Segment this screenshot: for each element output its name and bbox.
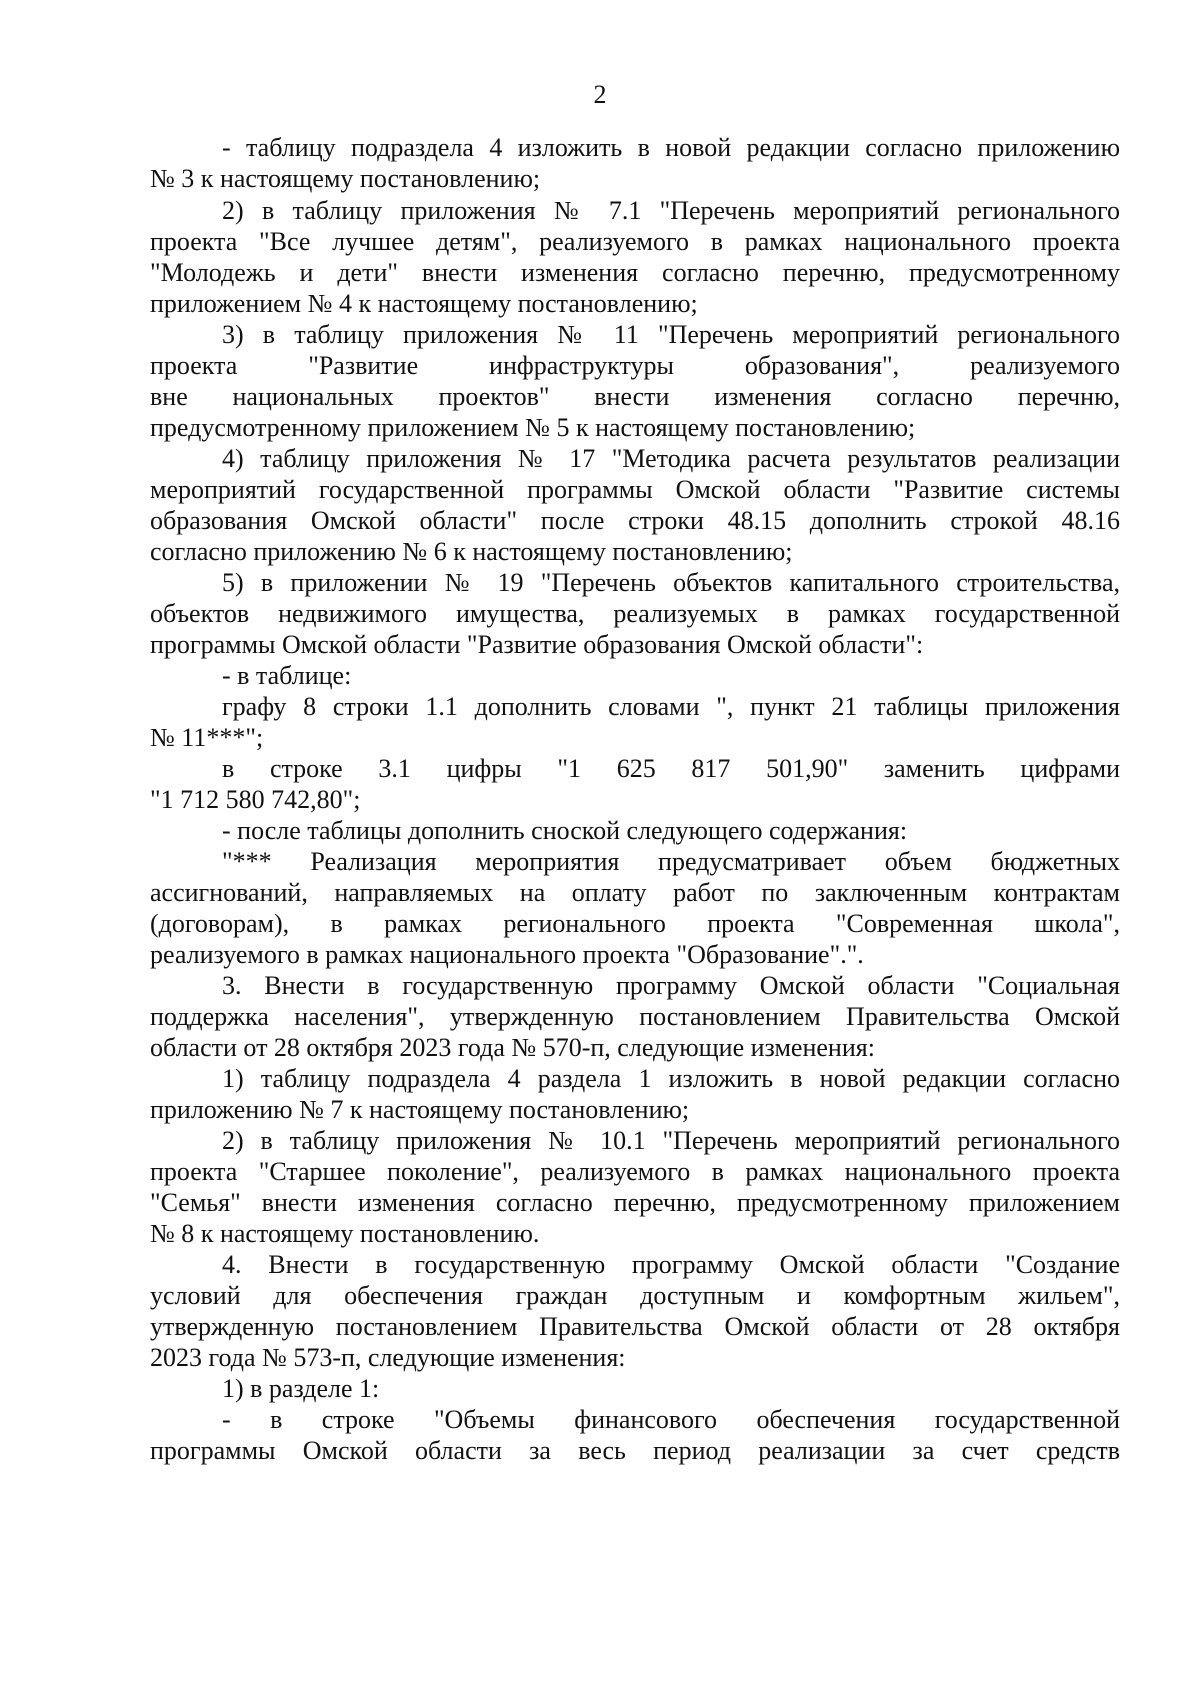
page-number: 2 <box>593 80 607 109</box>
text-line: - после таблицы дополнить сноской следующего содержания: <box>222 816 908 845</box>
text-line: - таблицу подраздела 4 изложить в новой редакции согласно приложению <box>222 133 1120 162</box>
text-line: 4) таблицу приложения № 17 "Методика расчета результатов реализации <box>222 444 1120 473</box>
text-line: 2) в таблицу приложения № 10.1 "Перечень мероприятий регионального <box>222 1126 1120 1155</box>
text-line: 2023 года № 573-п, следующие изменения: <box>150 1343 626 1372</box>
text-line: приложением № 4 к настоящему постановлению; <box>150 289 698 318</box>
text-line: условий для обеспечения граждан доступным и комфортным жильем", <box>150 1281 1120 1310</box>
text-line: в строке 3.1 цифры "1 625 817 501,90" заменить цифрами <box>222 754 1120 783</box>
text-line: 3. Внести в государственную программу Омской области "Социальная <box>222 971 1120 1000</box>
text-line: области от 28 октября 2023 года № 570-п, следующие изменения: <box>150 1033 875 1062</box>
text-line: образования Омской области" после строки 48.15 дополнить строкой 48.16 <box>150 506 1120 535</box>
text-line: согласно приложению № 6 к настоящему постановлению; <box>150 537 793 566</box>
text-line: 2) в таблицу приложения № 7.1 "Перечень мероприятий регионального <box>222 196 1120 225</box>
text-line: программы Омской области "Развитие образования Омской области": <box>150 630 924 659</box>
text-line: объектов недвижимого имущества, реализуемых в рамках государственной <box>150 599 1120 628</box>
text-line: № 8 к настоящему постановлению. <box>150 1219 540 1248</box>
text-line: вне национальных проектов" внести изменения согласно перечню, <box>150 382 1120 411</box>
text-line: графу 8 строки 1.1 дополнить словами ", пункт 21 таблицы приложения <box>222 692 1120 721</box>
text-line: 5) в приложении № 19 "Перечень объектов капитального строительства, <box>222 568 1120 597</box>
text-line: № 11***"; <box>150 723 264 752</box>
text-line: "Молодежь и дети" внести изменения согласно перечню, предусмотренному <box>150 258 1120 287</box>
text-line: (договорам), в рамках регионального проекта "Современная школа", <box>150 909 1120 938</box>
text-line: предусмотренному приложением № 5 к настоящему постановлению; <box>150 413 916 442</box>
text-line: "1 712 580 742,80"; <box>150 785 361 814</box>
text-line: мероприятий государственной программы Омской области "Развитие системы <box>150 475 1120 504</box>
text-line: "*** Реализация мероприятия предусматривает объем бюджетных <box>222 847 1120 876</box>
text-line: 1) таблицу подраздела 4 раздела 1 изложить в новой редакции согласно <box>222 1064 1120 1093</box>
text-line: проекта "Старшее поколение", реализуемого в рамках национального проекта <box>150 1157 1120 1186</box>
text-line: утвержденную постановлением Правительства Омской области от 28 октября <box>150 1312 1120 1341</box>
text-line: № 3 к настоящему постановлению; <box>150 164 541 193</box>
text-line: 1) в разделе 1: <box>222 1374 380 1403</box>
text-line: программы Омской области за весь период реализации за счет средств <box>150 1436 1120 1465</box>
text-line: "Семья" внести изменения согласно перечню, предусмотренному приложением <box>150 1188 1120 1217</box>
text-line: ассигнований, направляемых на оплату работ по заключенным контрактам <box>150 878 1120 907</box>
text-line: проекта "Развитие инфраструктуры образования", реализуемого <box>150 351 1120 380</box>
text-line: проекта "Все лучшее детям", реализуемого в рамках национального проекта <box>150 227 1120 256</box>
text-line: 4. Внести в государственную программу Омской области "Создание <box>222 1250 1120 1279</box>
text-line: реализуемого в рамках национального проекта "Образование".". <box>150 940 864 969</box>
text-line: поддержка населения", утвержденную постановлением Правительства Омской <box>150 1002 1120 1031</box>
text-line: приложению № 7 к настоящему постановлению; <box>150 1095 690 1124</box>
text-line: 3) в таблицу приложения № 11 "Перечень мероприятий регионального <box>222 320 1120 349</box>
text-line: - в таблице: <box>222 661 352 690</box>
text-line: - в строке "Объемы финансового обеспечения государственной <box>222 1405 1120 1434</box>
